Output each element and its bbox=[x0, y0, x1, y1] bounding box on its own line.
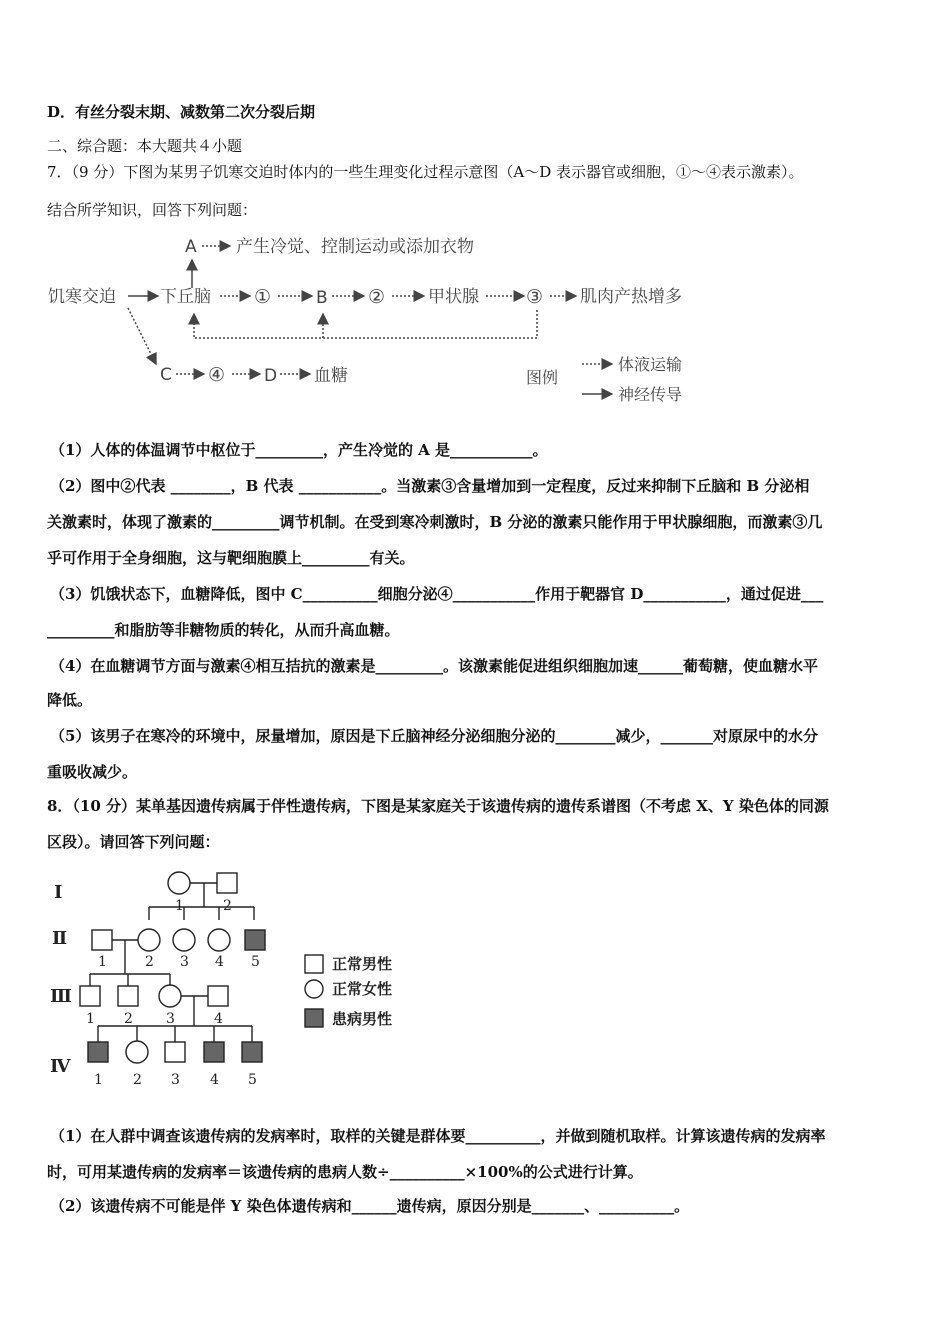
question-7-stem: 7．（9 分）下图为某男子饥寒交迫时体内的一些生理变化过程示意图（A～D 表示器官或细胞，①～④表示激素）。 bbox=[47, 163, 804, 181]
option-d-line: D．有丝分裂末期、减数第二次分裂后期 bbox=[47, 103, 316, 121]
q8-part-1a: （1）在人群中调查该遗传病的发病率时，取样的关键是群体要__________，并做到随机取样。计算该遗传病的发病率 bbox=[50, 1127, 826, 1145]
legend-male-label: 正常男性 bbox=[332, 955, 393, 973]
flow-B: B bbox=[316, 288, 328, 308]
q7-part-5b: 重吸收减少。 bbox=[47, 763, 138, 781]
gen1-num-2: 2 bbox=[223, 898, 232, 914]
gen4-male-4-affected bbox=[204, 1042, 224, 1062]
gen1-male-2 bbox=[217, 873, 237, 893]
gen-label-2: Ⅱ bbox=[52, 928, 68, 949]
gen2-num-3: 3 bbox=[180, 954, 189, 970]
flow-thyroid: 甲状腺 bbox=[428, 287, 479, 307]
legend-affected-label: 患病男性 bbox=[332, 1010, 393, 1028]
q7-part-3b: _________和脂肪等非糖物质的转化，从而升高血糖。 bbox=[47, 621, 400, 639]
q7-part-2c: 乎可作用于全身细胞，这与靶细胞膜上_________有关。 bbox=[47, 549, 415, 567]
gen3-male-1 bbox=[80, 986, 100, 1006]
flow-C: C bbox=[160, 365, 172, 385]
flow-hypothalamus: 下丘脑 bbox=[160, 287, 211, 307]
flow-hormone-1: ① bbox=[254, 286, 272, 308]
flow-muscle: 肌肉产热增多 bbox=[580, 287, 682, 307]
gen2-female-2 bbox=[138, 929, 160, 951]
gen4-num-4: 4 bbox=[210, 1072, 219, 1088]
flow-legend-fluid: 体液运输 bbox=[618, 355, 683, 374]
q7-part-3a: （3）饥饿状态下，血糖降低，图中 C__________细胞分泌④___________作用于靶器官 D___________，通过促进___ bbox=[50, 585, 824, 603]
gen2-female-4 bbox=[208, 929, 230, 951]
section-heading: 二、综合题：本大题共４小题 bbox=[47, 137, 243, 155]
flow-legend-title: 图例 bbox=[526, 368, 559, 387]
gen3-male-4 bbox=[208, 986, 228, 1006]
gen4-num-1: 1 bbox=[94, 1072, 103, 1088]
gen3-female-3 bbox=[159, 985, 181, 1007]
gen1-num-1: 1 bbox=[175, 898, 184, 914]
gen2-female-3 bbox=[173, 929, 195, 951]
gen3-male-2 bbox=[118, 986, 138, 1006]
question-8-stem: 8．（10 分）某单基因遗传病属于伴性遗传病，下图是某家庭关于该遗传病的遗传系谱图（不考虑 X、Y 染色体的同源 bbox=[47, 797, 829, 815]
flow-glucose: 血糖 bbox=[314, 366, 348, 386]
flow-hormone-4: ④ bbox=[208, 364, 226, 386]
gen-label-3: Ⅲ bbox=[50, 986, 72, 1007]
q7-part-4a: （4）在血糖调节方面与激素④相互拮抗的激素是_________。该激素能促进组织细胞加速______葡萄糖，使血糖水平 bbox=[50, 657, 818, 675]
flow-start: 饥寒交迫 bbox=[48, 287, 116, 307]
gen1-female-1 bbox=[168, 872, 190, 894]
gen3-num-4: 4 bbox=[214, 1011, 223, 1027]
q8-part-2: （2）该遗传病不可能是伴 Y 染色体遗传病和______遗传病，原因分别是_______、__________。 bbox=[50, 1197, 690, 1215]
gen4-male-3 bbox=[165, 1042, 185, 1062]
legend-female-symbol bbox=[305, 980, 323, 998]
legend-affected-symbol bbox=[305, 1009, 323, 1027]
gen4-num-2: 2 bbox=[133, 1072, 142, 1088]
pedigree-chart bbox=[40, 862, 420, 1098]
question-8-stem-cont: 区段）。请回答下列问题： bbox=[47, 833, 220, 851]
gen3-num-3: 3 bbox=[166, 1011, 175, 1027]
gen-label-4: Ⅳ bbox=[50, 1056, 71, 1077]
gen3-num-1: 1 bbox=[86, 1011, 95, 1027]
q7-part-2b: 关激素时，体现了激素的_________调节机制。在受到寒冷刺激时，B 分泌的激素只能作用于甲状腺细胞，而激素③几 bbox=[47, 513, 823, 531]
flow-D: D bbox=[264, 366, 278, 386]
flow-hormone-2: ② bbox=[368, 286, 386, 308]
gen2-num-2: 2 bbox=[145, 954, 154, 970]
q8-part-1b: 时，可用某遗传病的发病率＝该遗传病的患病人数÷__________×100%的公式进行计算。 bbox=[47, 1163, 643, 1181]
gen2-male-1 bbox=[92, 930, 112, 950]
q7-part-2a: （2）图中②代表 ________，B 代表 ___________。当激素③含量增加到一定程度，反过来抑制下丘脑和 B 分泌相 bbox=[50, 477, 810, 495]
question-7-instruction: 结合所学知识，回答下列问题： bbox=[47, 201, 258, 219]
gen4-num-3: 3 bbox=[171, 1072, 180, 1088]
gen4-female-2 bbox=[126, 1041, 148, 1063]
gen2-num-1: 1 bbox=[98, 954, 107, 970]
flow-legend-nerve: 神经传导 bbox=[618, 385, 683, 404]
flow-A: A bbox=[185, 237, 197, 257]
legend-female-label: 正常女性 bbox=[332, 980, 393, 998]
gen4-num-5: 5 bbox=[248, 1072, 257, 1088]
gen3-num-2: 2 bbox=[124, 1011, 133, 1027]
legend-male-symbol bbox=[305, 955, 323, 973]
gen2-male-5-affected bbox=[245, 930, 265, 950]
q7-part-1: （1）人体的体温调节中枢位于_________，产生冷觉的 A 是___________。 bbox=[50, 441, 548, 459]
gen4-male-5-affected bbox=[242, 1042, 262, 1062]
gen2-num-4: 4 bbox=[215, 954, 224, 970]
flow-A-effect: 产生冷觉、控制运动或添加衣物 bbox=[236, 237, 474, 257]
q7-part-4b: 降低。 bbox=[47, 691, 93, 709]
gen4-male-1-affected bbox=[88, 1042, 108, 1062]
gen2-num-5: 5 bbox=[251, 954, 260, 970]
physiology-flow-diagram bbox=[40, 226, 720, 416]
flow-hormone-3: ③ bbox=[526, 286, 544, 308]
gen-label-1: Ⅰ bbox=[54, 882, 63, 903]
q7-part-5a: （5）该男子在寒冷的环境中，尿量增加，原因是下丘脑神经分泌细胞分泌的________减少，_______对原尿中的水分 bbox=[50, 727, 818, 745]
